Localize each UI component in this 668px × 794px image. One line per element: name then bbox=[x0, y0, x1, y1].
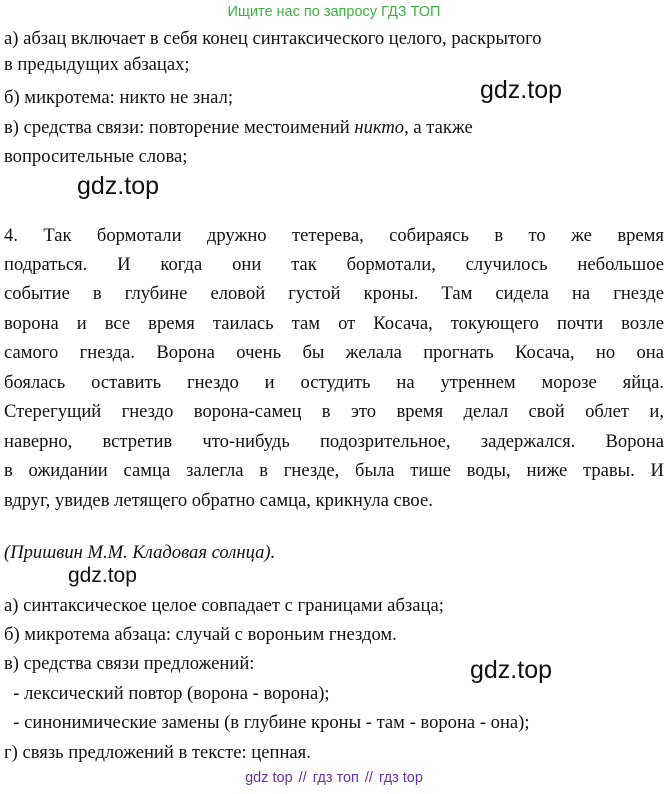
passage-line: 4. Так бормотали дружно тетерева, собираясь в то же время bbox=[4, 225, 664, 246]
footer-separator: // bbox=[364, 770, 373, 786]
watermark: gdz.top bbox=[470, 656, 553, 684]
analysis-g: г) связь предложений в тексте: цепная. bbox=[4, 742, 311, 763]
passage-source: (Пришвин М.М. Кладовая солнца). bbox=[4, 542, 276, 563]
answer-a-line1: а) абзац включает в себя конец синтаксического целого, раскрытого bbox=[4, 28, 542, 49]
passage-line: в ожидании самца залегла в гнезде, была тише воды, ниже травы. И bbox=[4, 460, 664, 481]
footer-separator: // bbox=[298, 770, 307, 786]
answer-a-line2: в предыдущих абзацах; bbox=[4, 54, 190, 75]
passage-line: боялась оставить гнездо и остудить на утреннем морозе яйца. bbox=[4, 372, 664, 393]
analysis-a: а) синтаксическое целое совпадает с границами абзаца; bbox=[4, 595, 444, 616]
passage-line: ворона и все время таилась там от Косача, токующего почти возле bbox=[4, 313, 664, 334]
footer-link[interactable]: гдз top bbox=[378, 770, 423, 786]
answer-v-line1 bbox=[4, 116, 473, 140]
analysis-b: б) микротема абзаца: случай с вороньим гнездом. bbox=[4, 624, 397, 645]
analysis-v: в) средства связи предложений: bbox=[4, 653, 255, 674]
passage-line: подраться. И когда они так бормотали, случилось небольшое bbox=[4, 254, 664, 275]
passage-line: наверно, встретив что-нибудь подозрительное, задержался. Ворона bbox=[4, 431, 664, 452]
answer-v-text: в) средства связи: повторение местоимений bbox=[4, 117, 355, 138]
watermark: gdz.top bbox=[68, 564, 137, 587]
search-hint-link[interactable]: Ищите нас по запросу ГДЗ ТОП bbox=[227, 4, 441, 20]
watermark: gdz.top bbox=[480, 76, 563, 104]
analysis-v-item: - лексический повтор (ворона - ворона); bbox=[4, 683, 330, 704]
watermark: gdz.top bbox=[77, 172, 160, 200]
answer-v-text-end: , а также bbox=[404, 117, 473, 138]
answer-v-italic-word: никто bbox=[354, 117, 405, 138]
footer-link[interactable]: гдз топ bbox=[312, 770, 359, 786]
passage-line: событие в глубине еловой густой кроны. Там сидела на гнезде bbox=[4, 283, 664, 304]
passage-line: самого гнезда. Ворона очень бы желала прогнать Косача, но она bbox=[4, 342, 664, 363]
analysis-v-item: - синонимические замены (в глубине кроны - там - ворона - она); bbox=[4, 712, 530, 733]
footer-links bbox=[0, 770, 668, 786]
footer-link[interactable]: gdz top bbox=[245, 770, 293, 786]
passage-line: вдруг, увидев летящего обратно самца, крикнула свое. bbox=[4, 490, 433, 511]
answer-v-line2: вопросительные слова; bbox=[4, 146, 188, 167]
passage-line: Стерегущий гнездо ворона-самец в это время делал свой облет и, bbox=[4, 401, 664, 422]
answer-b: б) микротема: никто не знал; bbox=[4, 87, 234, 108]
